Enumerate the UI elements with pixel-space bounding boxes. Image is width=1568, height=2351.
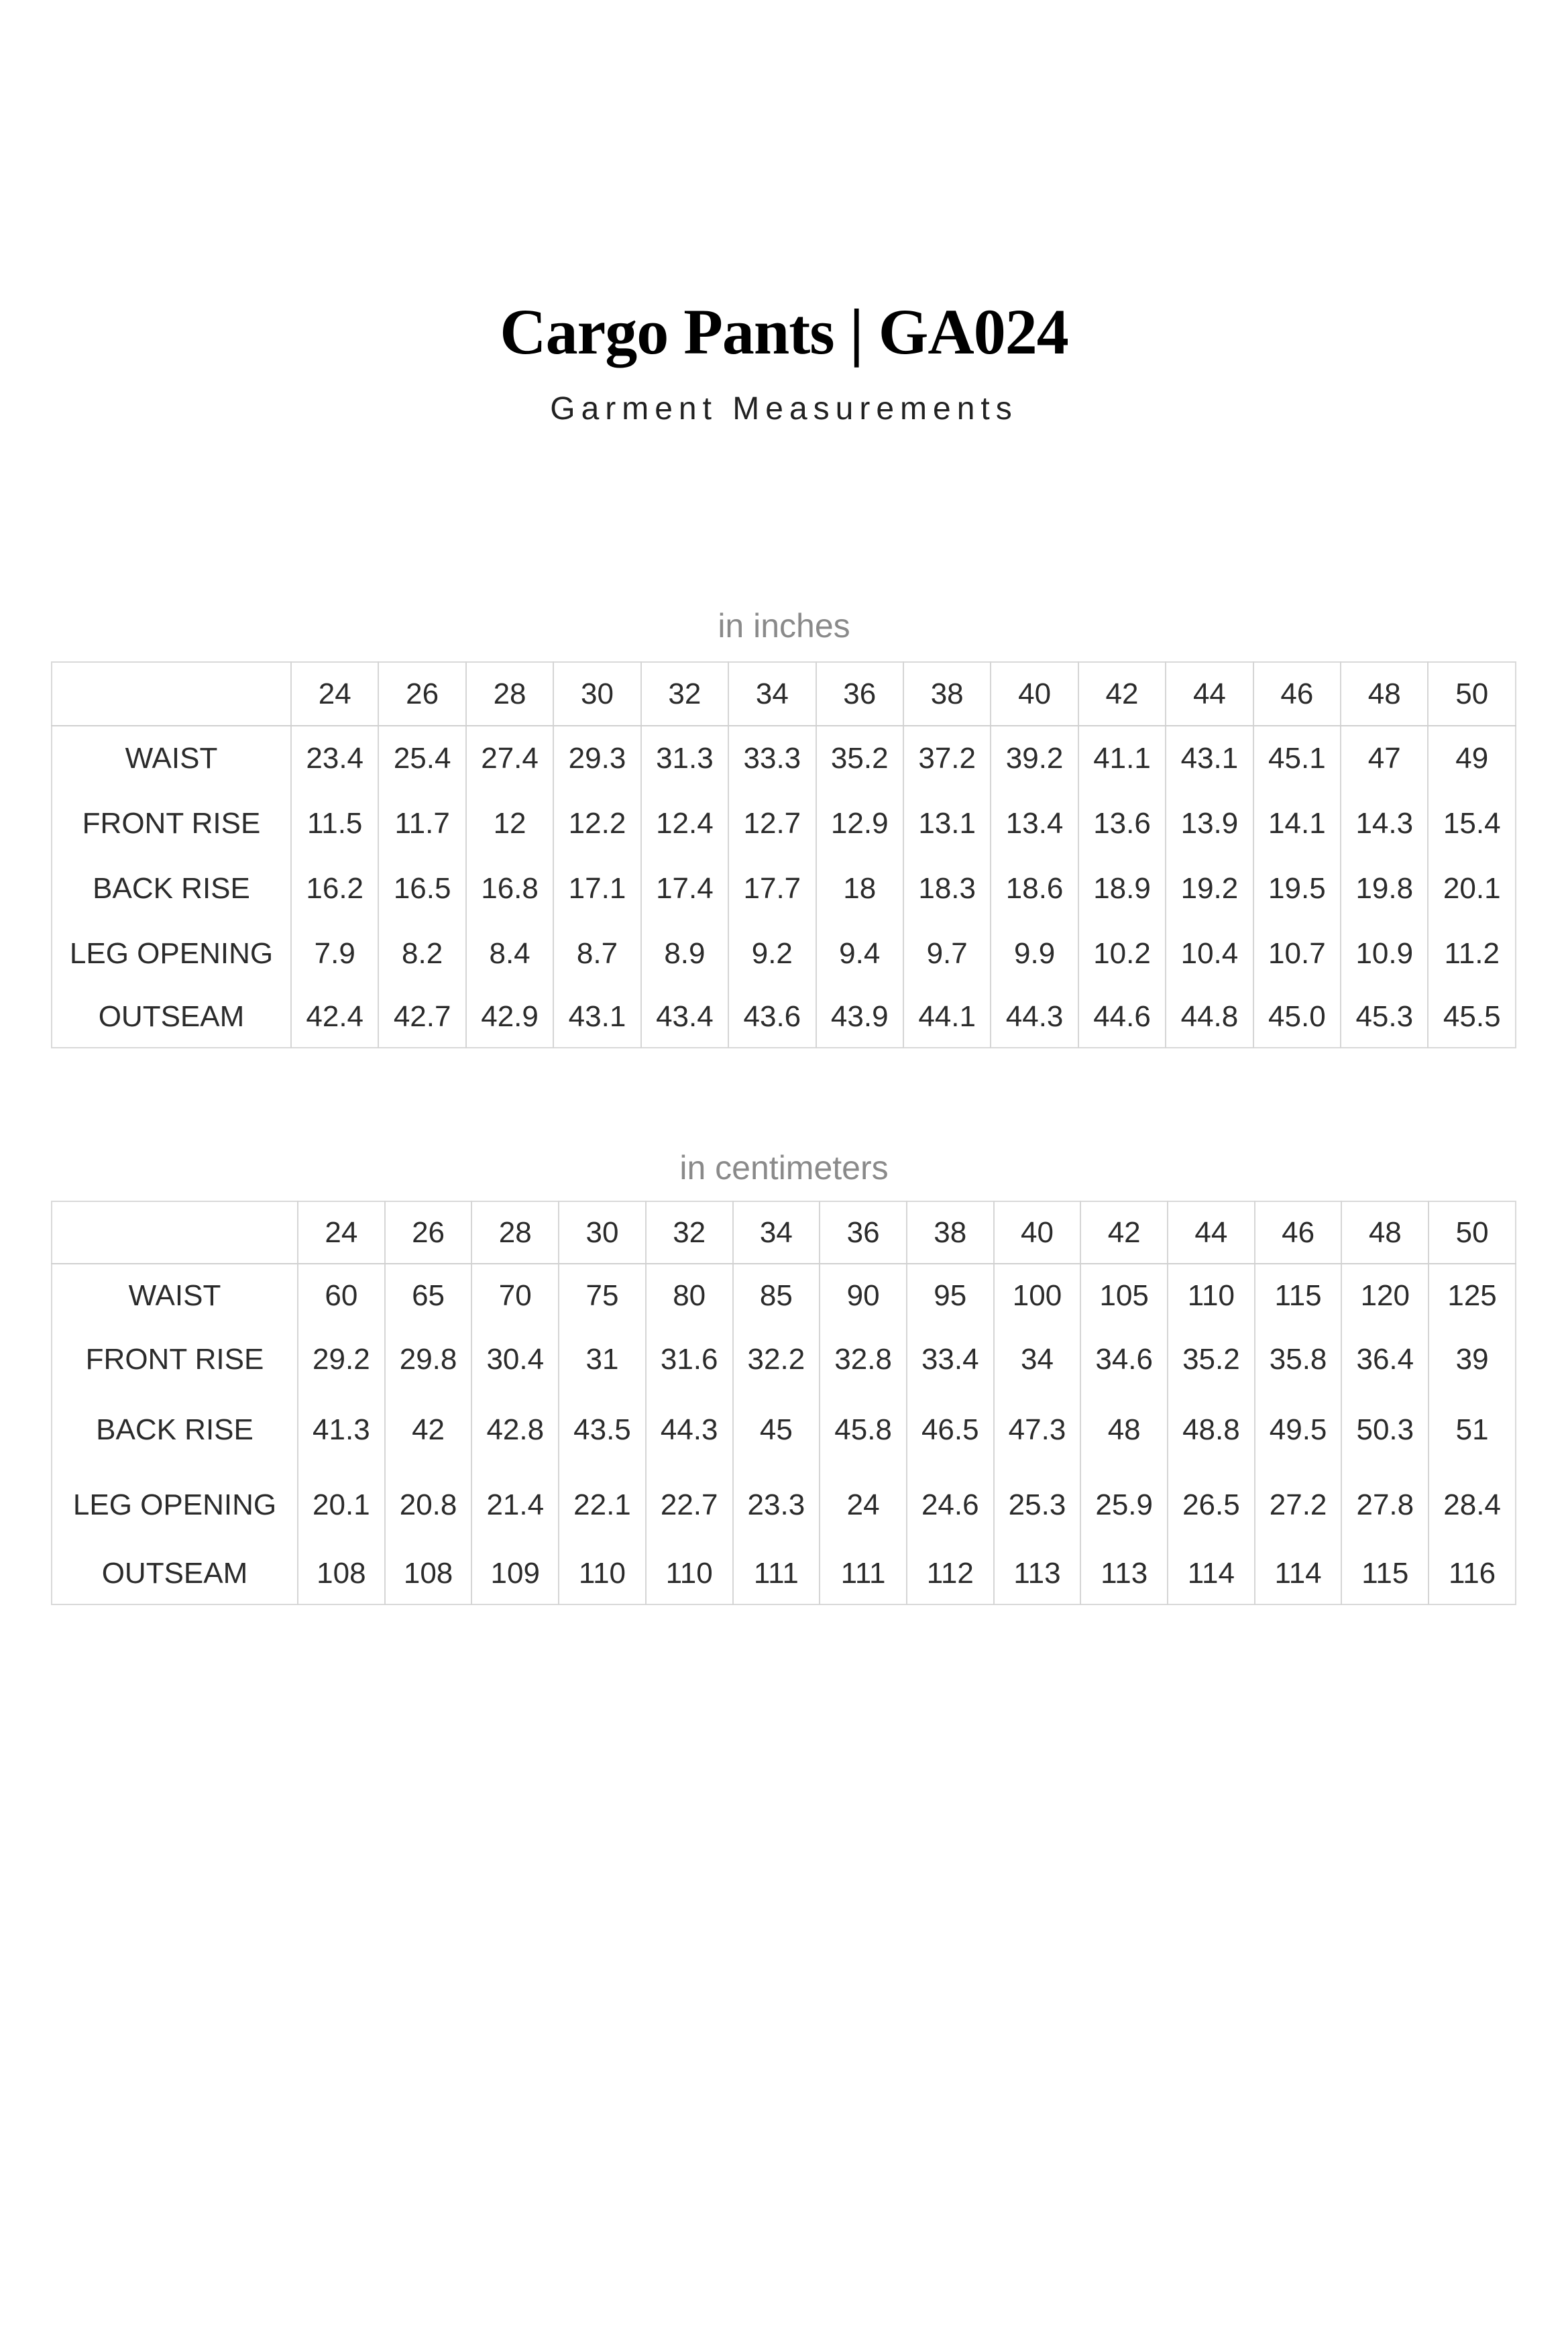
size-header-cell: 24: [291, 662, 378, 726]
size-header-cell: 44: [1166, 662, 1253, 726]
measurement-label: FRONT RISE: [85, 1343, 264, 1376]
measurement-value: 21.4: [471, 1468, 559, 1543]
measurement-value: 16.2: [291, 856, 378, 921]
measurement-value: 13.1: [903, 791, 991, 856]
measurement-value: 17.4: [641, 856, 728, 921]
measurement-value: 9.2: [728, 921, 816, 986]
measurement-value: 16.5: [378, 856, 465, 921]
measurement-value: 19.5: [1253, 856, 1341, 921]
size-header-cell: 46: [1255, 1201, 1342, 1264]
measurement-label: FRONT RISE: [82, 806, 261, 840]
size-header-cell: 34: [733, 1201, 820, 1264]
size-header-cell: 30: [559, 1201, 646, 1264]
measurement-value: 8.7: [553, 921, 640, 986]
measurement-row: [52, 921, 1516, 986]
measurement-value: 33.4: [907, 1327, 994, 1392]
measurement-value: 42.7: [378, 986, 465, 1048]
measurement-value: 108: [385, 1543, 472, 1604]
measurement-value: 44.3: [991, 986, 1078, 1048]
size-header-cell: 46: [1253, 662, 1341, 726]
measurement-value: 49.5: [1255, 1392, 1342, 1468]
measurement-value: 10.4: [1166, 921, 1253, 986]
size-header-cell: 32: [641, 662, 728, 726]
measurement-value: 113: [1080, 1543, 1168, 1604]
measurement-value: 105: [1080, 1264, 1168, 1327]
size-header-cell: 28: [471, 1201, 559, 1264]
size-header-cell: 42: [1078, 662, 1166, 726]
measurement-value: 31.3: [641, 726, 728, 791]
centimeters-table-label: in centimeters: [679, 1149, 889, 1187]
size-header-cell: 48: [1341, 1201, 1429, 1264]
measurement-row: [52, 1468, 1516, 1543]
measurement-value: 42.4: [291, 986, 378, 1048]
size-header-cell: 50: [1428, 662, 1516, 726]
measurement-value: 7.9: [291, 921, 378, 986]
measurement-value: 8.9: [641, 921, 728, 986]
measurement-value: 35.2: [1168, 1327, 1255, 1392]
measurement-value: 45.0: [1253, 986, 1341, 1048]
measurement-value: 13.4: [991, 791, 1078, 856]
measurement-value: 31.6: [646, 1327, 733, 1392]
measurement-value: 41.3: [298, 1392, 385, 1468]
measurement-value: 45.8: [820, 1392, 907, 1468]
measurement-value: 12.4: [641, 791, 728, 856]
measurement-value: 13.6: [1078, 791, 1166, 856]
inches-table-label: in inches: [718, 607, 850, 645]
measurement-value: 42: [385, 1392, 472, 1468]
measurement-value: 16.8: [466, 856, 553, 921]
measurement-value: 43.9: [816, 986, 903, 1048]
measurement-value: 42.9: [466, 986, 553, 1048]
measurement-value: 32.8: [820, 1327, 907, 1392]
measurement-value: 14.3: [1341, 791, 1428, 856]
measurement-value: 43.4: [641, 986, 728, 1048]
measurement-label: BACK RISE: [93, 871, 250, 905]
measurement-value: 8.4: [466, 921, 553, 986]
measurement-value: 28.4: [1429, 1468, 1516, 1543]
measurement-value: 49: [1428, 726, 1516, 791]
measurement-value: 12.2: [553, 791, 640, 856]
measurement-row: [52, 1264, 1516, 1327]
measurement-value: 110: [646, 1543, 733, 1604]
measurement-value: 20.1: [1428, 856, 1516, 921]
measurement-value: 17.7: [728, 856, 816, 921]
measurement-value: 8.2: [378, 921, 465, 986]
measurement-value: 25.3: [994, 1468, 1081, 1543]
measurement-row: [52, 1327, 1516, 1392]
measurement-value: 80: [646, 1264, 733, 1327]
measurement-value: 32.2: [733, 1327, 820, 1392]
measurement-value: 12: [466, 791, 553, 856]
measurement-value: 42.8: [471, 1392, 559, 1468]
measurement-value: 20.1: [298, 1468, 385, 1543]
size-header-cell: 32: [646, 1201, 733, 1264]
measurement-label: WAIST: [128, 1278, 221, 1312]
measurement-value: 25.9: [1080, 1468, 1168, 1543]
measurement-value: 14.1: [1253, 791, 1341, 856]
measurement-value: 44.6: [1078, 986, 1166, 1048]
measurement-label: OUTSEAM: [98, 999, 245, 1033]
size-header-cell: 40: [991, 662, 1078, 726]
corner-cell: [52, 1201, 298, 1264]
measurement-value: 17.1: [553, 856, 640, 921]
measurement-value: 70: [471, 1264, 559, 1327]
measurement-value: 35.2: [816, 726, 903, 791]
size-header-cell: 38: [903, 662, 991, 726]
measurement-value: 110: [1168, 1264, 1255, 1327]
measurement-value: 13.9: [1166, 791, 1253, 856]
measurement-value: 27.2: [1255, 1468, 1342, 1543]
measurement-value: 30.4: [471, 1327, 559, 1392]
measurement-value: 45: [733, 1392, 820, 1468]
measurement-value: 22.7: [646, 1468, 733, 1543]
measurement-value: 45.5: [1428, 986, 1516, 1048]
measurement-value: 9.7: [903, 921, 991, 986]
measurement-value: 113: [994, 1543, 1081, 1604]
size-header-cell: 24: [298, 1201, 385, 1264]
size-header-cell: 42: [1080, 1201, 1168, 1264]
measurement-value: 11.2: [1428, 921, 1516, 986]
measurement-value: 50.3: [1341, 1392, 1429, 1468]
measurement-value: 111: [733, 1543, 820, 1604]
measurement-value: 19.2: [1166, 856, 1253, 921]
measurement-label: LEG OPENING: [69, 936, 274, 970]
size-header-cell: 38: [907, 1201, 994, 1264]
measurement-value: 34.6: [1080, 1327, 1168, 1392]
measurement-value: 43.1: [1166, 726, 1253, 791]
measurement-row: [52, 791, 1516, 856]
measurement-value: 111: [820, 1543, 907, 1604]
measurement-value: 100: [994, 1264, 1081, 1327]
measurement-value: 10.9: [1341, 921, 1428, 986]
measurement-value: 36.4: [1341, 1327, 1429, 1392]
measurement-value: 47: [1341, 726, 1428, 791]
size-header-cell: 48: [1341, 662, 1428, 726]
measurement-value: 12.7: [728, 791, 816, 856]
measurement-row: [52, 856, 1516, 921]
measurement-value: 65: [385, 1264, 472, 1327]
page-subtitle: Garment Measurements: [550, 391, 1018, 427]
measurement-value: 18.6: [991, 856, 1078, 921]
page-title: Cargo Pants | GA024: [500, 296, 1068, 368]
measurement-value: 45.1: [1253, 726, 1341, 791]
size-header-cell: 30: [553, 662, 640, 726]
measurement-value: 85: [733, 1264, 820, 1327]
measurement-value: 20.8: [385, 1468, 472, 1543]
measurement-value: 46.5: [907, 1392, 994, 1468]
measurement-value: 39: [1429, 1327, 1516, 1392]
measurement-label: LEG OPENING: [72, 1488, 277, 1521]
measurement-value: 48.8: [1168, 1392, 1255, 1468]
size-header-cell: 26: [385, 1201, 472, 1264]
measurement-value: 19.8: [1341, 856, 1428, 921]
measurement-value: 29.2: [298, 1327, 385, 1392]
measurement-value: 116: [1429, 1543, 1516, 1604]
measurement-value: 43.6: [728, 986, 816, 1048]
measurement-value: 39.2: [991, 726, 1078, 791]
measurement-value: 27.4: [466, 726, 553, 791]
measurement-value: 29.8: [385, 1327, 472, 1392]
measurement-row: [52, 726, 1516, 791]
measurement-value: 31: [559, 1327, 646, 1392]
measurement-value: 24: [820, 1468, 907, 1543]
measurement-value: 114: [1255, 1543, 1342, 1604]
measurement-value: 44.8: [1166, 986, 1253, 1048]
measurement-value: 22.1: [559, 1468, 646, 1543]
measurement-value: 9.4: [816, 921, 903, 986]
measurement-value: 18.9: [1078, 856, 1166, 921]
measurement-row: [52, 1543, 1516, 1604]
measurement-value: 35.8: [1255, 1327, 1342, 1392]
measurement-value: 48: [1080, 1392, 1168, 1468]
measurement-value: 27.8: [1341, 1468, 1429, 1543]
measurement-value: 18.3: [903, 856, 991, 921]
measurement-value: 18: [816, 856, 903, 921]
measurement-value: 15.4: [1428, 791, 1516, 856]
inches-size-table: [51, 661, 1516, 1048]
measurement-value: 25.4: [378, 726, 465, 791]
measurement-value: 29.3: [553, 726, 640, 791]
measurement-value: 24.6: [907, 1468, 994, 1543]
measurement-value: 37.2: [903, 726, 991, 791]
measurement-value: 112: [907, 1543, 994, 1604]
size-header-cell: 36: [816, 662, 903, 726]
measurement-value: 115: [1255, 1264, 1342, 1327]
size-header-cell: 36: [820, 1201, 907, 1264]
measurement-row: [52, 1392, 1516, 1468]
size-header-cell: 28: [466, 662, 553, 726]
measurement-value: 125: [1429, 1264, 1516, 1327]
measurement-value: 47.3: [994, 1392, 1081, 1468]
measurement-value: 110: [559, 1543, 646, 1604]
size-header-row: [52, 1201, 1516, 1264]
size-header-cell: 26: [378, 662, 465, 726]
measurement-value: 75: [559, 1264, 646, 1327]
size-header-cell: 34: [728, 662, 816, 726]
measurement-value: 114: [1168, 1543, 1255, 1604]
measurement-value: 108: [298, 1543, 385, 1604]
measurement-value: 90: [820, 1264, 907, 1327]
size-header-cell: 40: [994, 1201, 1081, 1264]
measurement-value: 11.5: [291, 791, 378, 856]
measurement-value: 115: [1341, 1543, 1429, 1604]
measurement-value: 44.3: [646, 1392, 733, 1468]
measurement-value: 12.9: [816, 791, 903, 856]
measurement-value: 43.5: [559, 1392, 646, 1468]
measurement-value: 33.3: [728, 726, 816, 791]
measurement-value: 10.7: [1253, 921, 1341, 986]
measurement-value: 109: [471, 1543, 559, 1604]
size-header-cell: 44: [1168, 1201, 1255, 1264]
measurement-value: 45.3: [1341, 986, 1428, 1048]
measurement-value: 120: [1341, 1264, 1429, 1327]
measurement-value: 41.1: [1078, 726, 1166, 791]
measurement-value: 44.1: [903, 986, 991, 1048]
centimeters-size-table: [51, 1201, 1516, 1605]
size-header-row: [52, 662, 1516, 726]
size-header-cell: 50: [1429, 1201, 1516, 1264]
measurement-label: BACK RISE: [96, 1413, 254, 1446]
measurement-value: 26.5: [1168, 1468, 1255, 1543]
measurement-value: 95: [907, 1264, 994, 1327]
measurement-row: [52, 986, 1516, 1048]
measurement-value: 11.7: [378, 791, 465, 856]
measurement-value: 9.9: [991, 921, 1078, 986]
measurement-value: 10.2: [1078, 921, 1166, 986]
measurement-value: 23.4: [291, 726, 378, 791]
measurement-value: 43.1: [553, 986, 640, 1048]
corner-cell: [52, 662, 291, 726]
measurement-label: OUTSEAM: [101, 1556, 248, 1590]
measurement-value: 51: [1429, 1392, 1516, 1468]
measurement-label: WAIST: [125, 742, 218, 775]
measurement-value: 23.3: [733, 1468, 820, 1543]
measurement-value: 60: [298, 1264, 385, 1327]
measurement-value: 34: [994, 1327, 1081, 1392]
